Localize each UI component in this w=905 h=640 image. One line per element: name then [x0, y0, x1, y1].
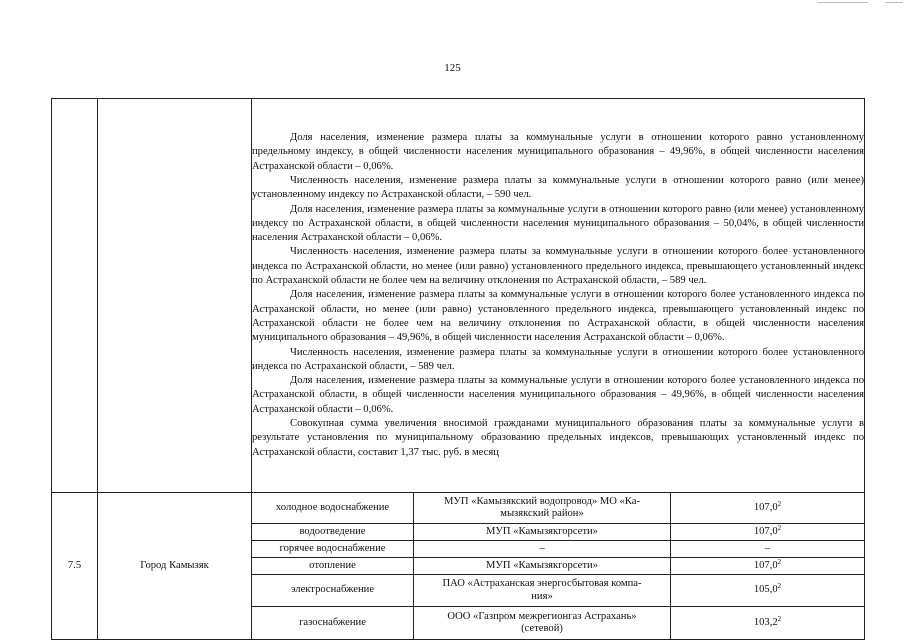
- organization-name: [414, 492, 671, 524]
- organization-line: МУП «Камызякский водопровод» МО «Ка-: [443, 495, 641, 507]
- index-number: 105,0: [753, 584, 778, 596]
- service-name: электроснабжение: [252, 574, 414, 607]
- scan-mark: [885, 2, 903, 3]
- text-row: [52, 99, 865, 493]
- paragraph: Численность населения, изменение размера платы за коммунальные услуги в отношении которого более установленного индекса по Астраханской области, но менее (или равно) установленного предельного индекса, превышающего установленный индекс по Астраханской области не более чем на величину отклонения по Астраханской области, – 589 чел.: [252, 246, 865, 287]
- organization-name: [414, 607, 671, 640]
- organization-name: [414, 574, 671, 607]
- organization-line: (сетевой): [521, 623, 563, 635]
- index-value: [671, 541, 865, 558]
- paragraph: Численность населения, изменение размера платы за коммунальные услуги в отношении которого равно (или менее) установленному индексу по Астраханской области, – 590 чел.: [252, 174, 865, 201]
- empty-name-cell: [98, 99, 252, 493]
- paragraph: Численность населения, изменение размера платы за коммунальные услуги в отношении которого более установленного индекса по Астраханской области, – 589 чел.: [252, 346, 865, 372]
- service-name: холодное водоснабжение: [252, 492, 414, 524]
- paragraph: Совокупная сумма увеличения вносимой гражданами муниципального образования платы за коммунальные услуги в результате установления по муниципальному образованию предельных индексов, превышающих установленный индекс по Астраханской области, составит 1,37 тыс. руб. в месяц: [252, 417, 865, 458]
- footnote-ref: 2: [777, 615, 782, 624]
- paragraph: Доля населения, изменение размера платы за коммунальные услуги в отношении которого более установленного индекса по Астраханской области, но менее (или равно) установленного предельного индекса, превышающего установленный индекс по Астраханской области не более чем на величину отклонения по Астраханской области, в общей численности населения муниципального образования – 49,96%, в общей численности населения Астраханской области – 0,06%.: [252, 289, 865, 344]
- index-number: 107,0: [753, 526, 778, 538]
- organization-line: ООО «Газпром межрегионгаз Астрахань»: [447, 610, 637, 622]
- index-value: [671, 558, 865, 575]
- service-name: газоснабжение: [252, 607, 414, 640]
- footnote-ref: 2: [777, 524, 782, 533]
- index-value: [671, 524, 865, 541]
- organization-name: [414, 524, 671, 541]
- organization-line: мызякский район»: [500, 508, 584, 520]
- paragraph: Доля населения, изменение размера платы за коммунальные услуги в отношении которого равно (или менее) установленному индексу по Астраханской области, в общей численности населения муниципального образования – 50,04%, в общей численности населения Астраханской области – 0,06%.: [252, 203, 865, 244]
- row-number: 7.5: [52, 492, 98, 639]
- paragraph: Доля населения, изменение размера платы за коммунальные услуги в отношении которого более установленного индекса по Астраханской области, в общей численности населения муниципального образования – 49,96%, в общей численности населения Астраханской области – 0,06%.: [252, 375, 865, 415]
- organization-line: –: [539, 542, 545, 554]
- service-name: отопление: [252, 558, 414, 575]
- footnote-ref: 2: [777, 582, 782, 591]
- index-number: 107,0: [753, 559, 778, 571]
- organization-line: ния»: [531, 590, 553, 602]
- index-value: [671, 492, 865, 524]
- service-row: [52, 492, 865, 524]
- organization-line: МУП «Камызякгорсети»: [486, 526, 598, 538]
- index-value: [671, 607, 865, 640]
- index-number: 107,0: [753, 502, 778, 514]
- scan-mark: [818, 2, 868, 3]
- document-table: [51, 98, 865, 640]
- index-number: 103,2: [753, 617, 778, 629]
- empty-number-cell: [52, 99, 98, 493]
- description-cell: [252, 99, 865, 493]
- index-value: [671, 574, 865, 607]
- service-name: горячее водоснабжение: [252, 541, 414, 558]
- municipality-name: Город Камызяк: [98, 492, 252, 639]
- footnote-ref: 2: [777, 500, 782, 509]
- organization-name: [414, 558, 671, 575]
- organization-name: [414, 541, 671, 558]
- page-number: 125: [444, 62, 461, 74]
- service-name: водоотведение: [252, 524, 414, 541]
- organization-line: ПАО «Астраханская энергосбытовая компа-: [442, 578, 642, 590]
- footnote-ref: 2: [777, 557, 782, 566]
- index-number: –: [764, 542, 771, 554]
- organization-line: МУП «Камызякгорсети»: [486, 559, 598, 571]
- paragraph: Доля населения, изменение размера платы за коммунальные услуги в отношении которого равно установленному предельному индексу, в общей численности населения муниципального образования – 49,96%, в общей численности населения Астраханской области – 0,06%.: [252, 132, 865, 172]
